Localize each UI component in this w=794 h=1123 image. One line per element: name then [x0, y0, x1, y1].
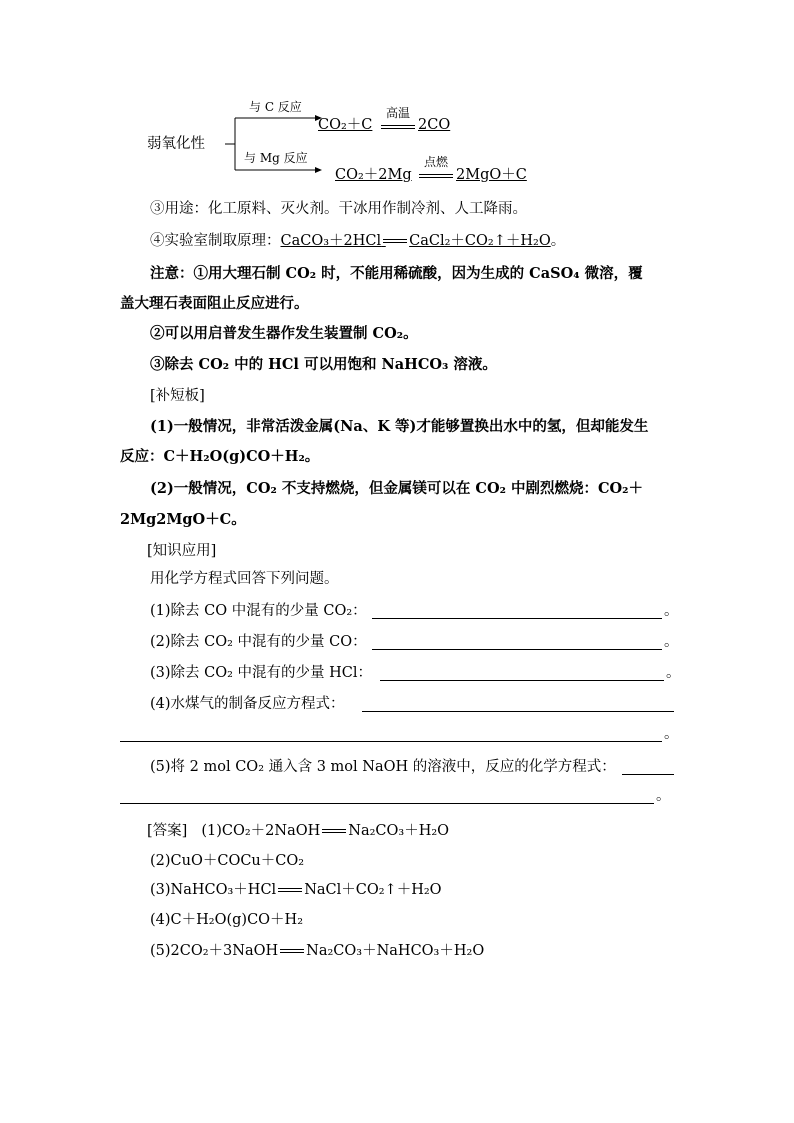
uses-text: ③用途：化工原料、灭火剂。干冰用作制冷剂、人工降雨。	[150, 201, 527, 217]
equals-sign	[278, 941, 306, 961]
answer-blank-4[interactable]	[362, 711, 674, 712]
period: 。	[664, 726, 679, 742]
answer-blank-3[interactable]	[380, 680, 664, 681]
period: 。	[656, 788, 671, 804]
period: 。	[664, 634, 679, 650]
note-3: ③除去 CO₂ 中的 HCl 可以用饱和 NaHCO₃ 溶液。	[150, 356, 497, 373]
answer-3-left: (3)NaHCO₃＋HCl	[150, 882, 277, 898]
co2-mg-left: CO₂＋2Mg	[335, 167, 412, 183]
note-1: 注意：①用大理石制 CO₂ 时，不能用稀硫酸，因为生成的 CaSO₄ 微溶，覆	[150, 265, 643, 282]
question-4: (4)水煤气的制备反应方程式：	[150, 696, 345, 712]
answer-blank-5-cont[interactable]	[120, 803, 654, 804]
equals-sign	[276, 880, 304, 900]
equation-double-line	[419, 177, 453, 178]
answer-2: (2)CuO＋COCu＋CO₂	[150, 853, 305, 869]
question-2: (2)除去 CO₂ 中混有的少量 CO：	[150, 634, 367, 650]
co2-c-left: CO₂＋C	[318, 117, 373, 133]
question-1: (1)除去 CO 中混有的少量 CO₂：	[150, 603, 367, 619]
question-3: (3)除去 CO₂ 中混有的少量 HCl：	[150, 665, 373, 681]
answer-1-right: Na₂CO₃＋H₂O	[348, 823, 450, 839]
answer-3	[150, 880, 442, 900]
co-product: 2CO	[418, 117, 451, 133]
react-with-mg-label: 与 Mg 反应	[244, 151, 308, 165]
react-with-c-label: 与 C 反应	[249, 100, 302, 114]
lab-prefix: ④实验室制取原理：	[150, 233, 281, 249]
branch-arrows	[225, 108, 325, 178]
mgo-product: 2MgO＋C	[456, 167, 527, 183]
answer-blank-4-cont[interactable]	[120, 741, 662, 742]
note-2: ②可以用启普发生器作发生装置制 CO₂。	[150, 325, 418, 342]
ignite-condition: 点燃	[424, 155, 449, 169]
co2-c-equation	[318, 115, 372, 135]
lab-period: 。	[550, 233, 566, 249]
lab-eq-left: CaCO₃＋2HCl	[280, 233, 382, 249]
application-intro: 用化学方程式回答下列问题。	[150, 571, 339, 587]
answer-4: (4)C＋H₂O(g)CO＋H₂	[150, 912, 304, 928]
weak-oxidation-label: 弱氧化性	[147, 136, 205, 152]
answer-1-left: (1)CO₂＋2NaOH	[201, 823, 321, 839]
supplement-p2-cont: 2Mg2MgO＋C。	[120, 511, 246, 528]
answer-blank-1[interactable]	[372, 618, 662, 619]
equation-double-line	[381, 125, 415, 126]
supplement-p2: (2)一般情况，CO₂ 不支持燃烧，但金属镁可以在 CO₂ 中剧烈燃烧：CO₂＋	[150, 480, 644, 497]
supplement-p1: (1)一般情况，非常活泼金属(Na、K 等)才能够置换出水中的氢，但却能发生	[150, 418, 649, 435]
answer-5-left: (5)2CO₂＋3NaOH	[150, 943, 279, 959]
answer-5-right: Na₂CO₃＋NaHCO₃＋H₂O	[306, 943, 485, 959]
equation-double-line	[381, 128, 415, 129]
answer-blank-5[interactable]	[622, 774, 674, 775]
equation-double-line	[419, 174, 453, 175]
answer-label: [答案]	[147, 823, 188, 839]
period: 。	[666, 665, 681, 681]
application-header: [知识应用]	[147, 543, 217, 559]
high-temp-condition: 高温	[386, 106, 411, 120]
answer-3-right: NaCl＋CO₂↑＋H₂O	[304, 882, 442, 898]
answer-5	[150, 941, 484, 961]
equals-sign	[320, 821, 348, 841]
supplement-header: [补短板]	[150, 388, 205, 404]
period: 。	[664, 603, 679, 619]
lab-eq-right: CaCl₂＋CO₂↑＋H₂O	[409, 233, 551, 249]
answer-blank-2[interactable]	[372, 649, 662, 650]
note-1-cont: 盖大理石表面阻止反应进行。	[120, 295, 309, 312]
equals-sign	[381, 231, 409, 251]
question-5: (5)将 2 mol CO₂ 通入含 3 mol NaOH 的溶液中，反应的化学方程式：	[150, 759, 616, 775]
lab-principle	[150, 231, 565, 251]
supplement-p1-cont: 反应：C＋H₂O(g)CO＋H₂。	[120, 448, 320, 465]
answer-1	[147, 821, 449, 841]
